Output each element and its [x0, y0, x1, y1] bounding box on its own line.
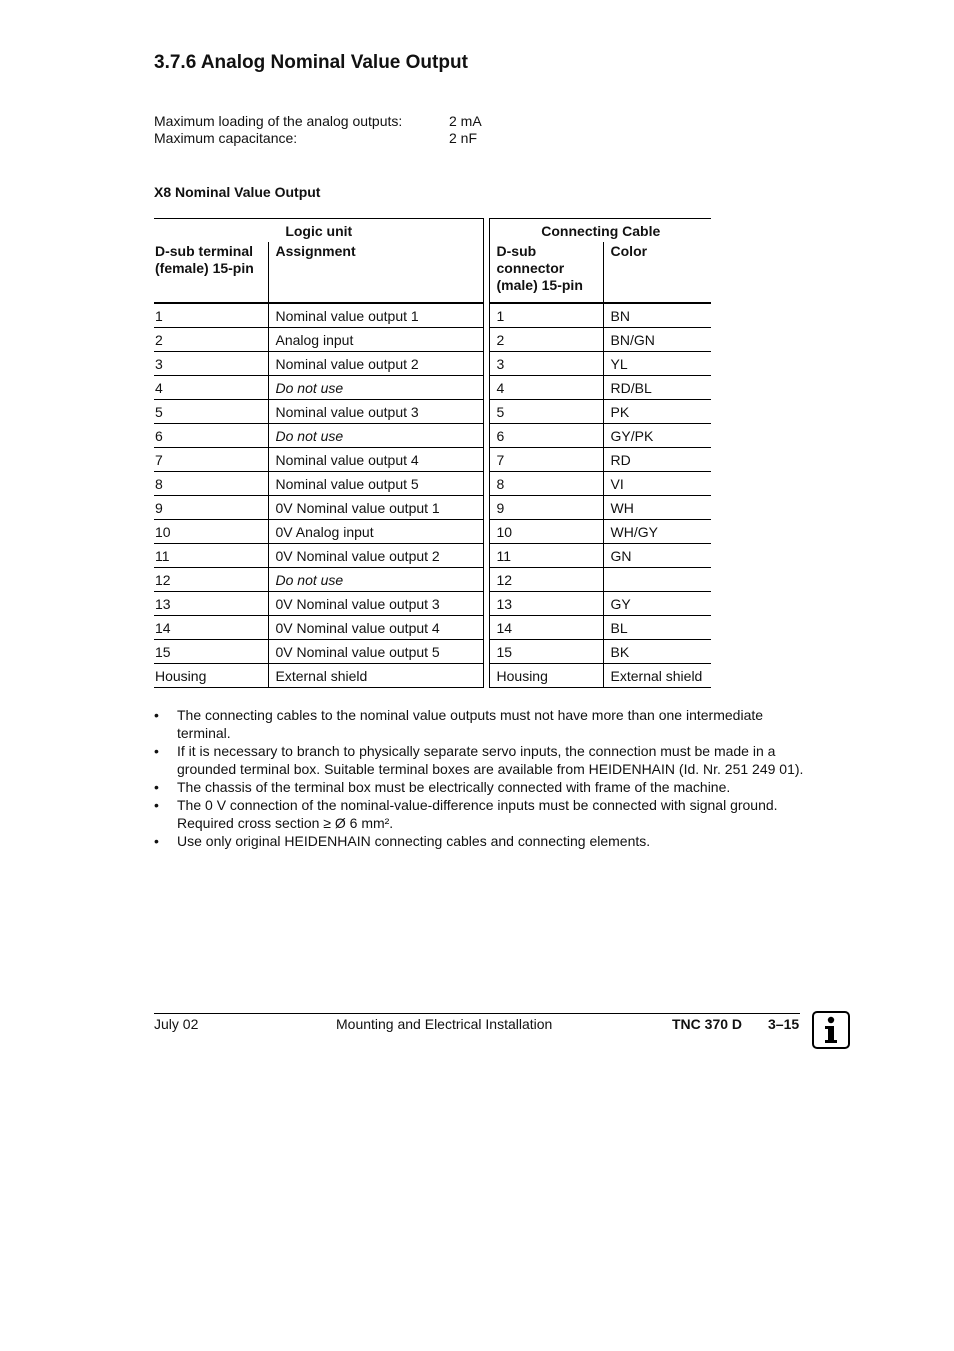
color-cell: GY/PK: [603, 424, 711, 448]
color-cell: RD/BL: [603, 376, 711, 400]
spec-label-capacitance: Maximum capacitance:: [154, 130, 298, 146]
bullet-icon: •: [154, 779, 159, 795]
note-text: The connecting cables to the nominal value outputs must not have more than one intermediate terminal.: [177, 707, 764, 741]
footer-page-number: 3–15: [768, 1016, 800, 1032]
connector-cell: Housing: [489, 664, 603, 688]
group-header-connecting-cable: Connecting Cable: [489, 219, 711, 243]
column-header-color: Color: [603, 242, 711, 303]
column-header-connector: D-sub connector (male) 15-pin: [489, 242, 603, 303]
table-title: X8 Nominal Value Output: [154, 184, 321, 200]
table-row: [154, 376, 711, 400]
terminal-cell: 4: [154, 376, 268, 400]
spec-label-loading: Maximum loading of the analog outputs:: [154, 113, 403, 129]
table-row: [154, 424, 711, 448]
list-item: [154, 742, 804, 778]
connector-cell: 5: [489, 400, 603, 424]
assignment-cell: Nominal value output 4: [268, 448, 483, 472]
table-row: [154, 520, 711, 544]
terminal-cell: 13: [154, 592, 268, 616]
table-body: [154, 303, 711, 688]
color-cell: BL: [603, 616, 711, 640]
terminal-cell: 8: [154, 472, 268, 496]
assignment-cell: Nominal value output 5: [268, 472, 483, 496]
connector-cell: 11: [489, 544, 603, 568]
spec-value-loading: 2 mA: [449, 113, 482, 129]
color-cell: BK: [603, 640, 711, 664]
connector-cell: 13: [489, 592, 603, 616]
table-row: [154, 352, 711, 376]
assignment-cell: Do not use: [268, 568, 483, 592]
color-cell: WH: [603, 496, 711, 520]
connector-cell: 6: [489, 424, 603, 448]
assignment-cell: Analog input: [268, 328, 483, 352]
list-item: [154, 796, 804, 832]
terminal-cell: 10: [154, 520, 268, 544]
assignment-cell: External shield: [268, 664, 483, 688]
connector-cell: 14: [489, 616, 603, 640]
bullet-icon: •: [154, 833, 159, 849]
color-cell: BN: [603, 303, 711, 328]
terminal-cell: 15: [154, 640, 268, 664]
assignment-cell: 0V Nominal value output 2: [268, 544, 483, 568]
note-text: The chassis of the terminal box must be electrically connected with frame of the machine.: [177, 779, 731, 795]
terminal-cell: 11: [154, 544, 268, 568]
terminal-cell: 12: [154, 568, 268, 592]
color-cell: GN: [603, 544, 711, 568]
color-cell: BN/GN: [603, 328, 711, 352]
connector-cell: 12: [489, 568, 603, 592]
color-cell: [603, 568, 711, 592]
notes-list: [154, 706, 804, 850]
terminal-cell: 3: [154, 352, 268, 376]
table-row: [154, 664, 711, 688]
table-row: [154, 616, 711, 640]
table-row: [154, 544, 711, 568]
table-row: [154, 303, 711, 328]
connector-cell: 8: [489, 472, 603, 496]
footer-product: TNC 370 D: [672, 1016, 743, 1032]
connector-cell: 2: [489, 328, 603, 352]
list-item: [154, 832, 804, 850]
info-icon: [812, 1011, 850, 1049]
table-row: [154, 640, 711, 664]
connector-cell: 3: [489, 352, 603, 376]
assignment-cell: 0V Nominal value output 1: [268, 496, 483, 520]
table-row: [154, 472, 711, 496]
color-cell: GY: [603, 592, 711, 616]
connector-cell: 15: [489, 640, 603, 664]
terminal-cell: Housing: [154, 664, 268, 688]
list-item: [154, 706, 804, 742]
pin-assignment-table: [154, 218, 711, 688]
table-row: [154, 448, 711, 472]
column-header-terminal: D-sub terminal (female) 15-pin: [154, 242, 268, 303]
connector-cell: 7: [489, 448, 603, 472]
footer-chapter: Mounting and Electrical Installation: [336, 1016, 553, 1032]
color-cell: YL: [603, 352, 711, 376]
terminal-cell: 9: [154, 496, 268, 520]
table-row: [154, 328, 711, 352]
note-text: The 0 V connection of the nominal-value-difference inputs must be connected with signal ground. Required cross section ≥ Ø 6 mm².: [177, 797, 778, 831]
table-row: [154, 592, 711, 616]
note-text: Use only original HEIDENHAIN connecting cables and connecting elements.: [177, 833, 651, 849]
footer-date: July 02: [154, 1016, 199, 1032]
table-row: [154, 400, 711, 424]
assignment-cell: 0V Nominal value output 4: [268, 616, 483, 640]
terminal-cell: 1: [154, 303, 268, 328]
list-item: [154, 778, 804, 796]
assignment-cell: Do not use: [268, 424, 483, 448]
bullet-icon: •: [154, 707, 159, 723]
spec-value-capacitance: 2 nF: [449, 130, 478, 146]
color-cell: RD: [603, 448, 711, 472]
bullet-icon: •: [154, 797, 159, 813]
terminal-cell: 6: [154, 424, 268, 448]
terminal-cell: 14: [154, 616, 268, 640]
assignment-cell: Nominal value output 1: [268, 303, 483, 328]
section-title: 3.7.6 Analog Nominal Value Output: [154, 52, 468, 73]
connector-cell: 1: [489, 303, 603, 328]
terminal-cell: 7: [154, 448, 268, 472]
color-cell: External shield: [603, 664, 711, 688]
assignment-cell: Nominal value output 3: [268, 400, 483, 424]
assignment-cell: 0V Analog input: [268, 520, 483, 544]
terminal-cell: 5: [154, 400, 268, 424]
terminal-cell: 2: [154, 328, 268, 352]
footer-divider: [154, 1013, 800, 1014]
note-text: If it is necessary to branch to physically separate servo inputs, the connection must be made in a grounded terminal box. Suitable terminal boxes are available from HEIDENHAIN (Id. Nr. 251 249 01).: [177, 743, 804, 777]
connector-cell: 9: [489, 496, 603, 520]
connector-cell: 10: [489, 520, 603, 544]
connector-cell: 4: [489, 376, 603, 400]
color-cell: PK: [603, 400, 711, 424]
column-header-assignment: Assignment: [268, 242, 483, 303]
color-cell: WH/GY: [603, 520, 711, 544]
assignment-cell: Do not use: [268, 376, 483, 400]
assignment-cell: Nominal value output 2: [268, 352, 483, 376]
bullet-icon: •: [154, 743, 159, 759]
group-header-logic-unit: Logic unit: [154, 219, 483, 243]
color-cell: VI: [603, 472, 711, 496]
assignment-cell: 0V Nominal value output 3: [268, 592, 483, 616]
table-row: [154, 568, 711, 592]
table-row: [154, 496, 711, 520]
assignment-cell: 0V Nominal value output 5: [268, 640, 483, 664]
